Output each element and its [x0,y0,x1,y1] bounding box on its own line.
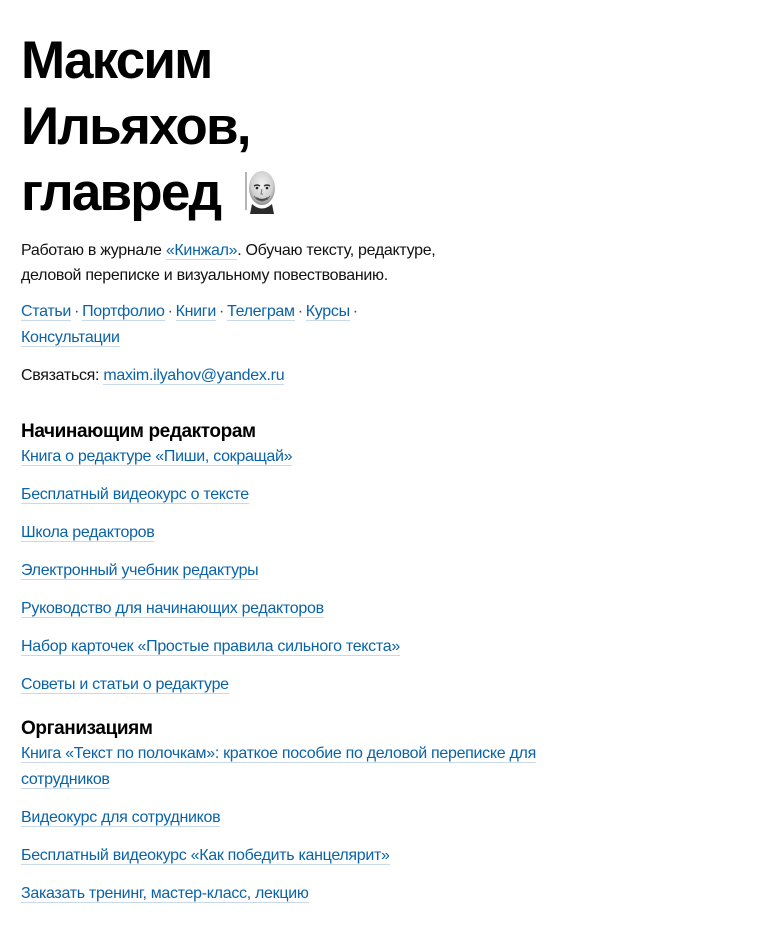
book-link[interactable]: Книга о редактуре «Пиши, сокращай» [21,448,293,465]
cards-set-link[interactable]: Набор карточек «Простые правила сильного текста» [21,638,400,655]
beginners-guide-link[interactable]: Руководство для начинающих редакторов [21,600,324,617]
beginners-link-list [21,444,621,698]
intro-text-end: . Обучаю тексту, редактуре, [237,242,436,259]
main-nav [21,299,621,351]
list-item [21,444,621,470]
free-video-course-link[interactable]: Бесплатный видеокурс о тексте [21,486,249,503]
business-book-link-line1: Книга «Текст по полочкам»: краткое пособие по деловой переписке для [21,745,536,762]
business-book-link-line2: сотрудников [21,771,110,788]
nav-separator: · [218,303,224,320]
nav-consultations-link[interactable]: Консультации [21,329,120,346]
section-heading-beginners: Начинающим редакторам [21,421,256,442]
contact-line [21,363,621,388]
nav-separator: · [352,303,358,320]
list-item [21,634,621,660]
organizations-link-list [21,741,621,907]
list-item [21,672,621,698]
tips-articles-link[interactable]: Советы и статьи о редактуре [21,676,229,693]
nav-separator: · [74,303,80,320]
nav-separator: · [167,303,173,320]
magazine-link[interactable]: «Кинжал» [165,242,238,259]
nav-courses-link[interactable]: Курсы [305,303,350,320]
title-line-role [21,160,621,226]
order-training-link[interactable]: Заказать тренинг, мастер-класс, лекцию [21,885,309,902]
bureaucratese-course-link[interactable]: Бесплатный видеокурс «Как победить канцелярит» [21,847,390,864]
title-line-surname: Ильяхов, [21,97,250,156]
contact-label: Связаться: [21,367,104,384]
nav-separator: · [297,303,303,320]
intro-text-start: Работаю в журнале [21,242,166,259]
list-item [21,843,621,869]
list-item [21,558,621,584]
title-line-name: Максим [21,31,212,90]
list-item [21,596,621,622]
nav-portfolio-link[interactable]: Портфолио [82,303,165,320]
business-book-link[interactable] [21,745,536,789]
email-link[interactable]: maxim.ilyahov@yandex.ru [103,367,285,384]
avatar [242,166,280,216]
staff-video-course-link[interactable]: Видеокурс для сотрудников [21,809,221,826]
editors-school-link[interactable]: Школа редакторов [21,524,155,541]
section-heading-organizations: Организациям [21,718,153,739]
page-title [21,28,621,226]
nav-books-link[interactable]: Книги [175,303,216,320]
intro-text-line2: деловой переписке и визуальному повествованию. [21,267,388,284]
nav-telegram-link[interactable]: Телеграм [227,303,295,320]
list-item [21,520,621,546]
intro-text [21,238,621,288]
profile-page [21,28,621,907]
list-item [21,482,621,508]
list-item [21,881,621,907]
list-item [21,741,621,793]
title-role-text: главред [21,163,221,222]
nav-articles-link[interactable]: Статьи [21,303,72,320]
e-textbook-link[interactable]: Электронный учебник редактуры [21,562,259,579]
list-item [21,805,621,831]
